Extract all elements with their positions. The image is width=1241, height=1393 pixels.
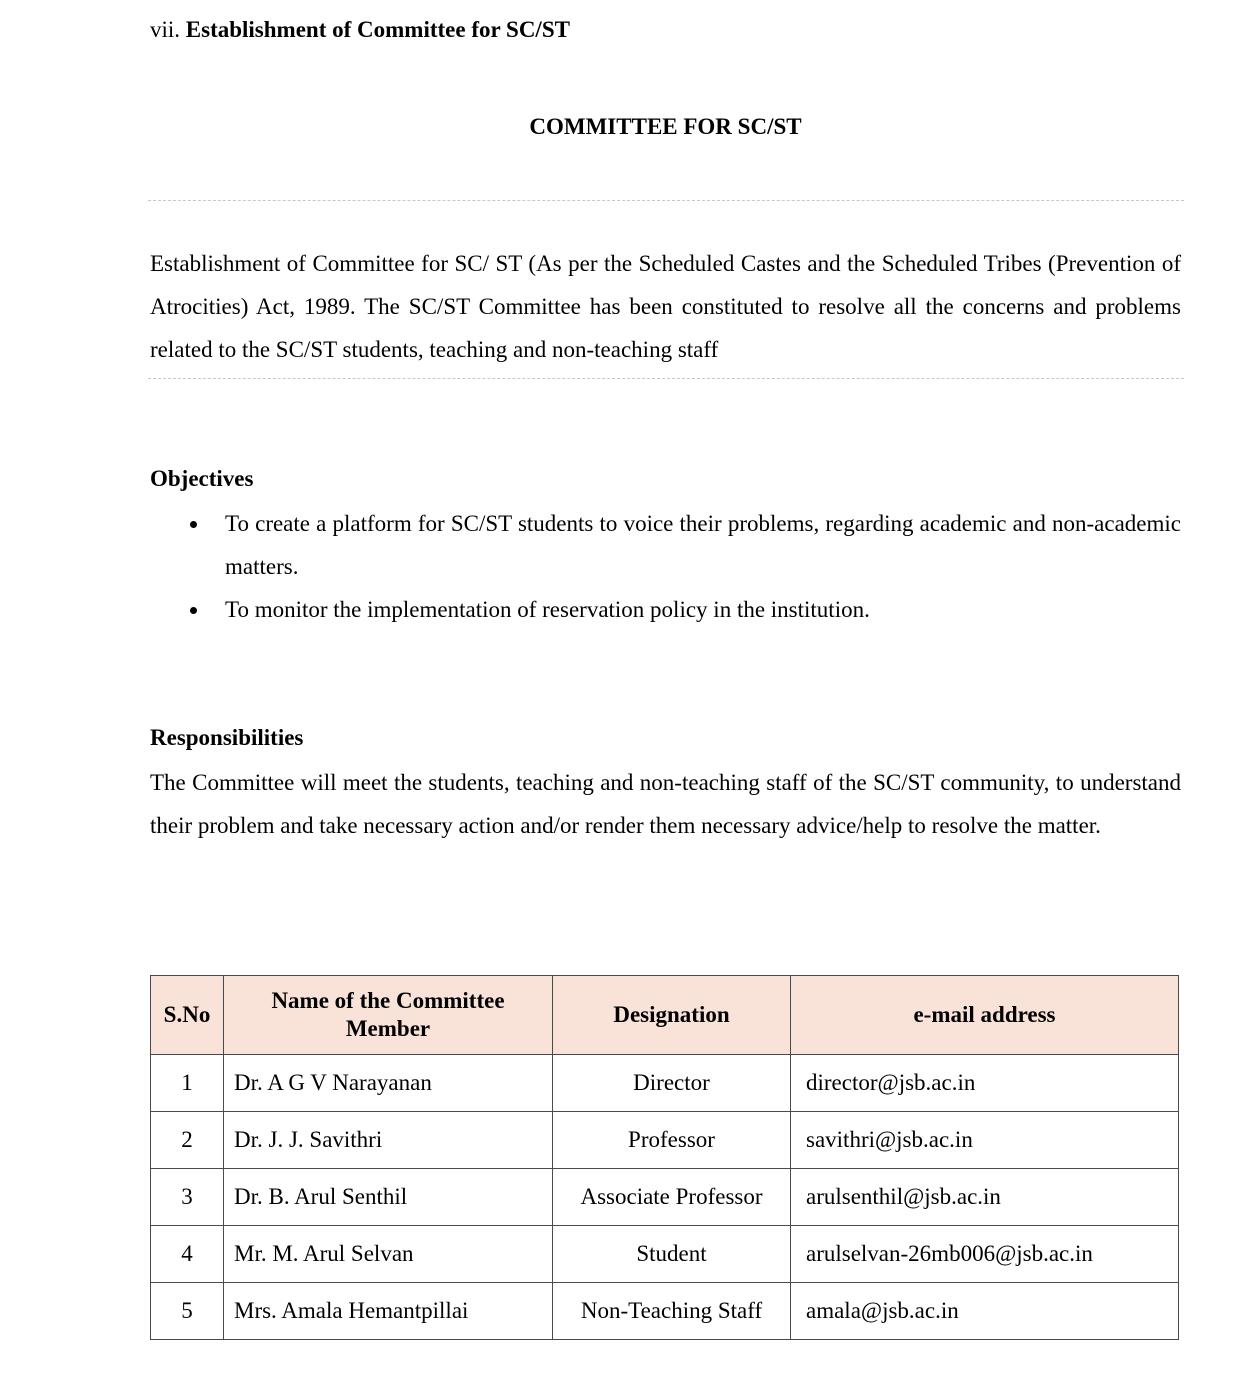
- cell-name: Dr. A G V Narayanan: [224, 1055, 553, 1112]
- table-row: [151, 1055, 1179, 1112]
- table-row: [151, 1226, 1179, 1283]
- bullet-icon: [190, 607, 197, 614]
- col-header-sno: S.No: [151, 976, 224, 1055]
- col-header-email: e-mail address: [791, 976, 1179, 1055]
- section-heading: [150, 17, 570, 43]
- responsibilities-text: The Committee will meet the students, teaching and non-teaching staff of the SC/ST community, to understand their problem and take necessary action and/or render them necessary advice/help to resolve the matter.: [150, 770, 1181, 838]
- objectives-list: [150, 502, 1181, 631]
- bullet-icon: [190, 521, 197, 528]
- committee-members-table: [150, 975, 1179, 1340]
- cell-name: Dr. J. J. Savithri: [224, 1112, 553, 1169]
- section-number: vii.: [150, 17, 181, 42]
- divider-top: [148, 200, 1184, 201]
- cell-sno: 4: [151, 1226, 224, 1283]
- table-row: [151, 1169, 1179, 1226]
- cell-designation: Professor: [553, 1112, 791, 1169]
- objective-item: [150, 502, 1181, 588]
- cell-email: savithri@jsb.ac.in: [791, 1112, 1179, 1169]
- section-title: Establishment of Committee for SC/ST: [185, 17, 570, 42]
- cell-name: Dr. B. Arul Senthil: [224, 1169, 553, 1226]
- cell-name: Mrs. Amala Hemantpillai: [224, 1283, 553, 1340]
- cell-designation: Director: [553, 1055, 791, 1112]
- objectives-heading: Objectives: [150, 466, 254, 491]
- cell-designation: Student: [553, 1226, 791, 1283]
- committee-title: COMMITTEE FOR SC/ST: [529, 114, 802, 139]
- cell-designation: Non-Teaching Staff: [553, 1283, 791, 1340]
- table-header-row: [151, 976, 1179, 1055]
- responsibilities-heading: Responsibilities: [150, 725, 304, 750]
- table-row: [151, 1112, 1179, 1169]
- cell-email: arulselvan-26mb006@jsb.ac.in: [791, 1226, 1179, 1283]
- cell-email: director@jsb.ac.in: [791, 1055, 1179, 1112]
- objective-text: To monitor the implementation of reservation policy in the institution.: [225, 597, 870, 622]
- cell-designation: Associate Professor: [553, 1169, 791, 1226]
- objective-text: To create a platform for SC/ST students to voice their problems, regarding academic and non-academic matters.: [225, 511, 1181, 579]
- cell-name: Mr. M. Arul Selvan: [224, 1226, 553, 1283]
- cell-sno: 3: [151, 1169, 224, 1226]
- col-header-designation: Designation: [553, 976, 791, 1055]
- cell-email: arulsenthil@jsb.ac.in: [791, 1169, 1179, 1226]
- cell-sno: 1: [151, 1055, 224, 1112]
- table-row: [151, 1283, 1179, 1340]
- objective-item: [150, 588, 1181, 631]
- intro-paragraph: Establishment of Committee for SC/ ST (As per the Scheduled Castes and the Scheduled Tribes (Prevention of Atrocities) Act, 1989. The SC/ST Committee has been constituted to resolve all the concerns and problems related to the SC/ST students, teaching and non-teaching staff: [150, 251, 1181, 362]
- cell-sno: 5: [151, 1283, 224, 1340]
- col-header-name: Name of the Committee Member: [224, 976, 553, 1055]
- cell-email: amala@jsb.ac.in: [791, 1283, 1179, 1340]
- cell-sno: 2: [151, 1112, 224, 1169]
- divider-bottom: [148, 378, 1184, 379]
